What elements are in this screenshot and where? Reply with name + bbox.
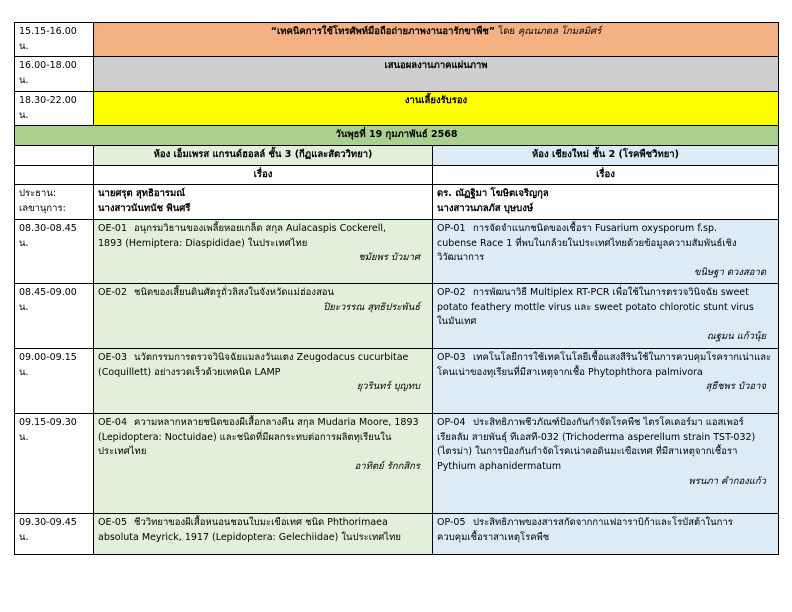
abstract-line [437, 416, 774, 431]
abstract-cell-right [433, 283, 779, 348]
sessions-body [15, 219, 779, 554]
table-row [15, 126, 779, 146]
paper-code: OE-05 [98, 516, 127, 528]
abstract-text: เทคโนโลยีการใช้เทคโนโลยีเชื้อแสงสีรินใช้ในการควบคุมโรครากเน่าและ [473, 351, 772, 363]
time-cell: 16.00-18.00 น. [15, 57, 94, 91]
paper-code: OP-01 [437, 222, 466, 234]
table-row [15, 57, 779, 91]
poster-session-banner: เสนอผลงานภาคแผ่นภาพ [94, 57, 779, 91]
chairs-left [94, 185, 433, 219]
table-row [15, 91, 779, 125]
room-left-header: ห้อง เอ็มเพรส แกรนด์ฮอลล์ ชั้น 3 (กีฏและสัตววิทยา) [94, 146, 433, 166]
session-time: 09.30-09.45 น. [15, 513, 94, 554]
chair-labels [15, 185, 94, 219]
talk-by: โดย [495, 26, 518, 37]
abstract-cell-left [94, 413, 433, 513]
session-time: 09.00-09.15 น. [15, 348, 94, 413]
abstract-line: ประเทศไทย [98, 446, 147, 458]
abstract-cell-left [94, 283, 433, 348]
abstract-line: potato feathery mottle virus และ sweet potato chlorotic stunt virus [437, 301, 754, 313]
abstract-text: ประสิทธิภาพของสารสกัดจากกาแฟอาราบิก้าและโรบัสต้าในการ [473, 516, 733, 528]
abstract-cell-right [433, 513, 779, 554]
abstract-cell-right [433, 413, 779, 513]
reception-banner: งานเลี้ยงรับรอง [94, 91, 779, 125]
paper-code: OP-04 [437, 416, 466, 428]
paper-code: OE-04 [98, 416, 127, 428]
abstract-line: cubense Race 1 ที่พบในกล้วยในประเทศไทยด้วยข้อมูลความสัมพันธ์เชิง [437, 237, 737, 249]
abstract-cell-left [94, 219, 433, 283]
abstract-line: (Lepidoptera: Noctuidae) และชนิดที่มีผลกระทบต่อการผลิตทุเรียนใน [98, 431, 392, 443]
paper-code: OP-02 [437, 286, 466, 298]
abstract-line: ในมันเทศ [437, 316, 477, 328]
abstract-line [98, 351, 428, 366]
table-row [15, 185, 779, 219]
table-row [15, 146, 779, 166]
session-row [15, 413, 779, 513]
presenter-name: ณฐมน แก้วนุ้ย [706, 330, 767, 342]
session-row [15, 283, 779, 348]
abstract-line: Pythium aphanidermatum [437, 460, 562, 472]
presenter-name: ชมัยพร บัวมาศ [358, 252, 420, 264]
paper-code: OE-02 [98, 286, 127, 298]
abstract-line: 1893 (Hemiptera: Diaspididae) ในประเทศไทย [98, 237, 308, 249]
presenter-name: ปิยะวรรณ สุทธิประพันธ์ [323, 301, 420, 313]
room-right-header: ห้อง เชียงใหม่ ชั้น 2 (โรคพืชวิทยา) [433, 146, 779, 166]
abstract-cell-left [94, 513, 433, 554]
paper-code: OE-03 [98, 351, 127, 363]
abstract-text: อนุกรมวิธานของเพลี้ยหอยเกล็ด สกุล Aulacaspis Cockerell, [134, 222, 387, 234]
abstract-cell-left [94, 348, 433, 413]
abstract-text: ความหลากหลายชนิดของผีเสื้อกลางคืน สกุล Mudaria Moore, 1893 [134, 416, 419, 428]
abstract-line: เรียลลัม สายพันธุ์ ทีเอสที-032 (Trichoderma asperellum strain TST-032) [437, 431, 756, 443]
empty-cell [15, 165, 94, 185]
presenter-name: ขนิษฐา ดวงสอาด [694, 267, 767, 279]
session-time: 08.30-08.45 น. [15, 219, 94, 283]
session-time: 09.15-09.30 น. [15, 413, 94, 513]
abstract-text: ประสิทธิภาพชีวภัณฑ์ป้องกันกำจัดโรคพืช ไตรโคเดอร์มา แอสเพอร์ [473, 416, 744, 428]
abstract-cell-right [433, 348, 779, 413]
abstract-line: วิวัฒนาการ [437, 252, 485, 264]
table-row [15, 23, 779, 57]
abstract-line: โคนเน่าของทุเรียนที่มีสาเหตุจากเชื้อ Phytophthora palmivora [437, 366, 703, 378]
abstract-line [437, 286, 774, 301]
abstract-line: (Coquillett) อย่างรวดเร็วด้วยเทคนิค LAMP [98, 366, 281, 378]
empty-cell [15, 146, 94, 166]
paper-code: OP-03 [437, 351, 466, 363]
session-row [15, 348, 779, 413]
presenter-name: สุธีชพร บัวอาจ [705, 381, 767, 393]
session-row [15, 219, 779, 283]
time-cell: 18.30-22.00 น. [15, 91, 94, 125]
topic-label-left: เรื่อง [94, 165, 433, 185]
abstract-line [98, 222, 428, 237]
talk-title-banner [94, 23, 779, 57]
time-cell: 15.15-16.00 น. [15, 23, 94, 57]
abstract-line: absoluta Meyrick, 1917 (Lepidoptera: Gelechiidae) ในประเทศไทย [98, 531, 401, 543]
topic-label-right: เรื่อง [433, 165, 779, 185]
schedule-table [14, 22, 779, 555]
chair-name-right: ดร. ณัฏฐิมา โฆษิตเจริญกุล [437, 188, 549, 200]
abstract-line: (ไตรม่า) ในการป้องกันกำจัดโรคเน่าคอดินมะเขือเทศ ที่มีสาเหตุจากเชื้อรา [437, 446, 738, 458]
table-row [15, 165, 779, 185]
abstract-line [98, 286, 428, 301]
chair-label: ประธาน: [19, 188, 57, 200]
paper-code: OP-05 [437, 516, 466, 528]
abstract-text: การพัฒนาวิธี Multiplex RT-PCR เพื่อใช้ในการตรวจวินิจฉัย sweet [473, 286, 749, 298]
paper-code: OE-01 [98, 222, 127, 234]
day-header: วันพุธที่ 19 กุมภาพันธ์ 2568 [15, 126, 779, 146]
abstract-text: นวัตกรรมการตรวจวินิจฉัยแมลงวันแตง Zeugodacus cucurbitae [134, 351, 409, 363]
abstract-line [98, 416, 428, 431]
talk-speaker: คุณนภดล โกมลมิศร์ [517, 26, 602, 37]
abstract-line: ควบคุมเชื้อราสาเหตุโรคพืช [437, 531, 550, 543]
chairs-right [433, 185, 779, 219]
abstract-cell-right [433, 219, 779, 283]
talk-title: “เทคนิคการใช้โทรศัพท์มือถือถ่ายภาพงานอารักขาพืช” [270, 26, 496, 37]
chair-name-left: นายศรุต สุทธิอารมณ์ [98, 188, 186, 200]
abstract-text: ชีววิทยาของผีเสื้อหนอนชอนใบมะเขือเทศ ชนิด Phthorimaea [134, 516, 388, 528]
abstract-text: การจัดจำแนกชนิดของเชื้อรา Fusarium oxysporum f.sp. [473, 222, 718, 234]
abstract-line [437, 351, 774, 366]
presenter-name: อาทิตย์ รักกสิกร [354, 460, 420, 472]
abstract-line [437, 516, 774, 531]
abstract-line [437, 222, 774, 237]
secretary-name-right: นางสาวนภลภัส บุษบงษ์ [437, 203, 534, 215]
session-row [15, 513, 779, 554]
presenter-name: ยุวรินทร์ บุญทบ [356, 381, 420, 393]
session-time: 08.45-09.00 น. [15, 283, 94, 348]
abstract-line [98, 516, 428, 531]
presenter-name: พรนภา คำกองแก้ว [688, 475, 767, 487]
secretary-label: เลขานุการ: [19, 203, 66, 215]
abstract-text: ชนิดของเสี้ยนดินศัตรูถั่วลิสงในจังหวัดแม่ฮ่องสอน [134, 286, 334, 298]
secretary-name-left: นางสาวนันทนัช พินศรี [98, 203, 191, 215]
